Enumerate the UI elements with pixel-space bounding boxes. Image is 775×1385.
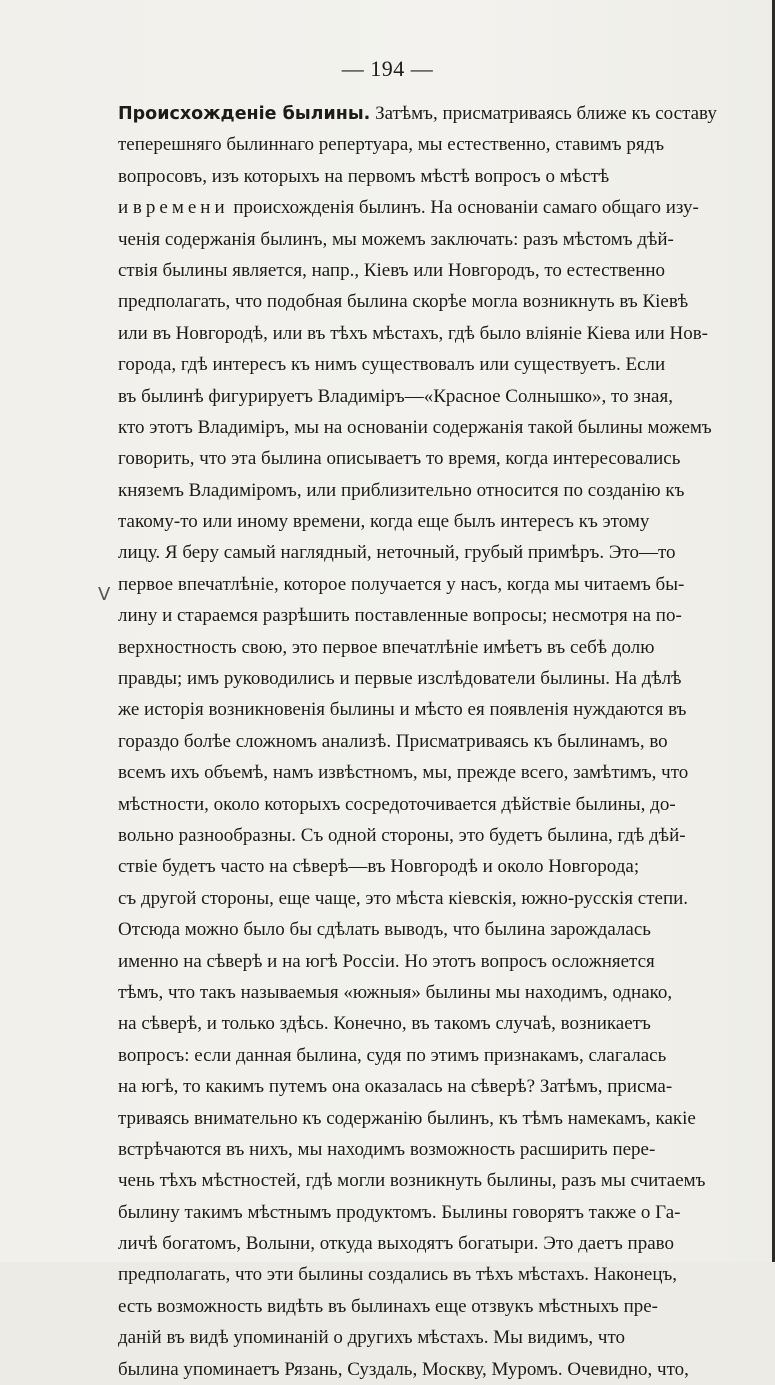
- line-text: же исторія возникновенія былины и мѣсто ея появленія нуждаются въ: [118, 699, 687, 721]
- text-line: [118, 129, 770, 160]
- text-line: [118, 914, 770, 945]
- line-text: ствія былины является, напр., Кіевъ или Новгородъ, то естественно: [118, 259, 666, 281]
- line-text: предполагать, что подобная былина скорѣе могла возникнуть въ Кіевѣ: [118, 291, 689, 313]
- line-text: лину и стараемся разрѣшить поставленные вопросы; несмотря на по-: [118, 605, 682, 627]
- line-text: княземъ Владиміромъ, или приблизительно относится по созданію къ: [118, 479, 685, 501]
- line-text: былина упоминаетъ Рязань, Суздаль, Москву, Муромъ. Очевидно, что,: [118, 1358, 689, 1380]
- line-text: вольно разнообразны. Съ одной стороны, это будетъ былина, гдѣ дѣй-: [118, 824, 686, 846]
- line-text: Затѣмъ, присматриваясь ближе къ составу: [370, 103, 717, 124]
- line-text: мѣстности, около которыхъ сосредоточивается дѣйствіе былины, до-: [118, 793, 676, 815]
- line-text: всемъ ихъ объемѣ, намъ извѣстномъ, мы, прежде всего, замѣтимъ, что: [118, 762, 689, 784]
- text-line: [118, 1322, 770, 1353]
- text-line: [118, 1134, 770, 1165]
- line-text: вопросъ: если данная былина, судя по этимъ признакамъ, слагалась: [118, 1044, 667, 1066]
- text-line: [118, 1040, 770, 1071]
- text-line: [118, 537, 770, 568]
- text-line: [118, 1103, 770, 1134]
- text-line: [118, 1291, 770, 1322]
- line-text: личѣ богатомъ, Волыни, откуда выходятъ богатыри. Это даетъ право: [118, 1233, 674, 1255]
- line-text: тѣмъ, что такъ называемыя «южныя» былины мы находимъ, однако,: [118, 981, 673, 1003]
- text-line: [118, 1354, 770, 1385]
- margin-tick-mark: ᐯ: [98, 584, 111, 604]
- text-line: [118, 726, 770, 757]
- text-line: [118, 600, 770, 631]
- text-line: [118, 192, 770, 223]
- text-line: [118, 757, 770, 788]
- text-line: [118, 883, 770, 914]
- line-text: вопросовъ, изъ которыхъ на первомъ мѣстѣ вопросъ о мѣстѣ: [118, 165, 610, 187]
- line-text: ствіе будетъ часто на сѣверѣ—въ Новгородѣ и около Новгорода;: [118, 856, 640, 878]
- line-text: встрѣчаются въ нихъ, мы находимъ возможность расширить пере-: [118, 1138, 656, 1160]
- line-text: или въ Новгородѣ, или въ тѣхъ мѣстахъ, гдѣ было вліяніе Кіева или Нов-: [118, 322, 709, 344]
- text-line: [118, 318, 770, 349]
- line-text: гораздо болѣе сложномъ анализѣ. Присматриваясь къ былинамъ, во: [118, 730, 668, 752]
- line-text: первое впечатлѣніе, которое получается у насъ, когда мы читаемъ бы-: [118, 573, 685, 595]
- text-line: [118, 1165, 770, 1196]
- text-line: [118, 977, 770, 1008]
- text-line: [118, 475, 770, 506]
- line-text: на югѣ, то какимъ путемъ она оказалась на сѣверѣ? Затѣмъ, присма-: [118, 1076, 673, 1098]
- line-text: былину такимъ мѣстнымъ продуктомъ. Былины говорятъ также о Га-: [118, 1201, 681, 1223]
- text-line: [118, 789, 770, 820]
- line-text: верхностность свою, это первое впечатлѣніе имѣетъ въ себѣ долю: [118, 636, 655, 658]
- text-line: [118, 255, 770, 286]
- text-line: [118, 663, 770, 694]
- text-line: [118, 381, 770, 412]
- text-line: [118, 946, 770, 977]
- line-text: ченія содержанія былинъ, мы можемъ заключать: разъ мѣстомъ дѣй-: [118, 228, 674, 250]
- text-line: [118, 1259, 770, 1290]
- line-text: такому-то или иному времени, когда еще былъ интересъ къ этому: [118, 511, 650, 533]
- text-line: [118, 443, 770, 474]
- line-text: города, гдѣ интересъ къ нимъ существовалъ или существуетъ. Если: [118, 354, 666, 376]
- line-text: съ другой стороны, еще чаще, это мѣста кіевскія, южно-русскія степи.: [118, 887, 689, 909]
- line-text: чень тѣхъ мѣстностей, гдѣ могли возникнуть былины, разъ мы считаемъ: [118, 1170, 706, 1192]
- text-line: [118, 224, 770, 255]
- section-run-in-heading: Происхожденіе былины.: [118, 104, 371, 124]
- line-text: даній въ видѣ упоминаній о другихъ мѣстахъ. Мы видимъ, что: [118, 1327, 626, 1349]
- line-text: теперешняго былиннаго репертуара, мы естественно, ставимъ рядъ: [118, 134, 665, 156]
- line-text: именно на сѣверѣ и на югѣ Россіи. Но этотъ вопросъ осложняется: [118, 950, 655, 972]
- text-line: [118, 161, 770, 192]
- line-text-prefix: и: [118, 197, 133, 219]
- line-text: предполагать, что эти былины создались въ тѣхъ мѣстахъ. Наконецъ,: [118, 1264, 678, 1286]
- text-line: [118, 694, 770, 725]
- page-number: — 194 —: [341, 56, 434, 81]
- text-line: [118, 851, 770, 882]
- text-line: [118, 632, 770, 663]
- text-line: [118, 286, 770, 317]
- line-text: Отсюда можно было бы сдѣлать выводъ, что былина зарождалась: [118, 919, 651, 941]
- text-line: [118, 1197, 770, 1228]
- line-text: триваясь внимательно къ содержанію былинъ, къ тѣмъ намекамъ, какіе: [118, 1107, 696, 1129]
- text-line: [118, 1008, 770, 1039]
- line-text: правды; имъ руководились и первые изслѣдователи былины. На дѣлѣ: [118, 668, 682, 690]
- line-text: лицу. Я беру самый наглядный, неточный, грубый примѣръ. Это—то: [118, 542, 676, 564]
- body-text: [118, 98, 770, 1385]
- text-line: [118, 1071, 770, 1102]
- text-line: [118, 412, 770, 443]
- text-line: [118, 349, 770, 380]
- line-text: въ былинѣ фигурируетъ Владиміръ—«Красное Солнышко», то зная,: [118, 385, 673, 407]
- text-line: [118, 506, 770, 537]
- line-text: есть возможность видѣть въ былинахъ еще отзвукъ мѣстныхъ пре-: [118, 1295, 659, 1317]
- text-line: [118, 1228, 770, 1259]
- line-text: происхожденія былинъ. На основаніи самаго общаго изу-: [228, 197, 699, 219]
- text-line: [118, 820, 770, 851]
- text-line: [118, 98, 770, 129]
- line-text: на сѣверѣ, и только здѣсь. Конечно, въ такомъ случаѣ, возникаетъ: [118, 1013, 651, 1035]
- emphasized-spaced-word: времени: [132, 197, 229, 219]
- text-line: [118, 569, 770, 600]
- line-text: кто этотъ Владиміръ, мы на основаніи содержанія такой былины можемъ: [118, 416, 712, 438]
- line-text: говорить, что эта былина описываетъ то время, когда интересовались: [118, 448, 681, 470]
